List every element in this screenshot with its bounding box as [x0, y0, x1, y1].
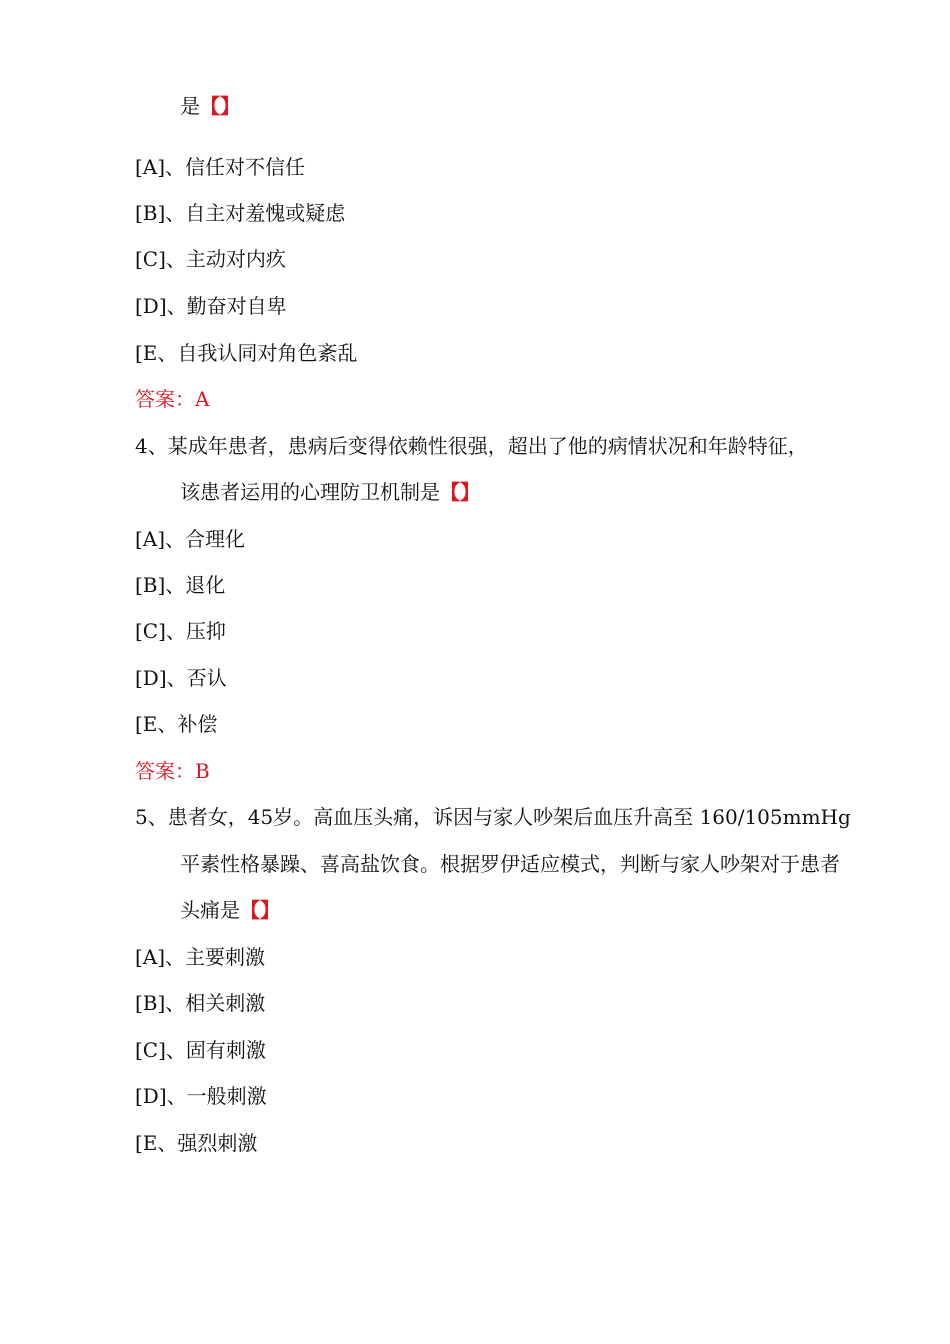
q4-option-e: [E、补偿 [135, 712, 218, 736]
q3-option-b: [B]、自主对羞愧或疑虑 [135, 201, 346, 225]
q5-option-a: [A]、主要刺激 [135, 945, 266, 969]
q3-answer: 答案：A [135, 387, 210, 411]
q4-option-c: [C]、压抑 [135, 619, 226, 643]
q3-option-e: [E、自我认同对角色紊乱 [135, 341, 358, 365]
q5-option-e: [E、强烈刺激 [135, 1131, 258, 1155]
q4-option-a: [A]、合理化 [135, 527, 246, 551]
q5-stem-line1: 5、患者女，45岁。高血压头痛，诉因与家人吵架后血压升高至 160/105mmHg [135, 805, 851, 829]
q4-stem-line2 [180, 478, 480, 506]
q3-option-a: [A]、信任对不信任 [135, 155, 306, 179]
q5-answer-bracket: 【】 [240, 898, 280, 922]
q4-answer-bracket: 【】 [440, 480, 480, 504]
q4-option-d: [D]、否认 [135, 666, 227, 690]
q5-option-c: [C]、固有刺激 [135, 1038, 266, 1062]
q4-stem-line1: 4、某成年患者，患病后变得依赖性很强，超出了他的病情状况和年龄特征， [135, 434, 808, 458]
q3-option-c: [C]、主动对内疚 [135, 247, 286, 271]
q3-stem-tail [180, 92, 240, 120]
q3-option-d: [D]、勤奋对自卑 [135, 294, 287, 318]
q5-stem-line3 [180, 896, 280, 924]
q3-answer-bracket: 【】 [200, 94, 240, 118]
q3-stem-text: 是 [180, 94, 200, 118]
q5-stem-line2: 平素性格暴躁、喜高盐饮食。根据罗伊适应模式，判断与家人吵架对于患者 [180, 852, 840, 876]
q5-stem-text: 头痛是 [180, 898, 240, 922]
q5-option-b: [B]、相关刺激 [135, 991, 266, 1015]
q4-stem-text: 该患者运用的心理防卫机制是 [180, 480, 440, 504]
q4-answer: 答案：B [135, 759, 210, 783]
q4-option-b: [B]、退化 [135, 573, 226, 597]
q5-option-d: [D]、一般刺激 [135, 1084, 267, 1108]
